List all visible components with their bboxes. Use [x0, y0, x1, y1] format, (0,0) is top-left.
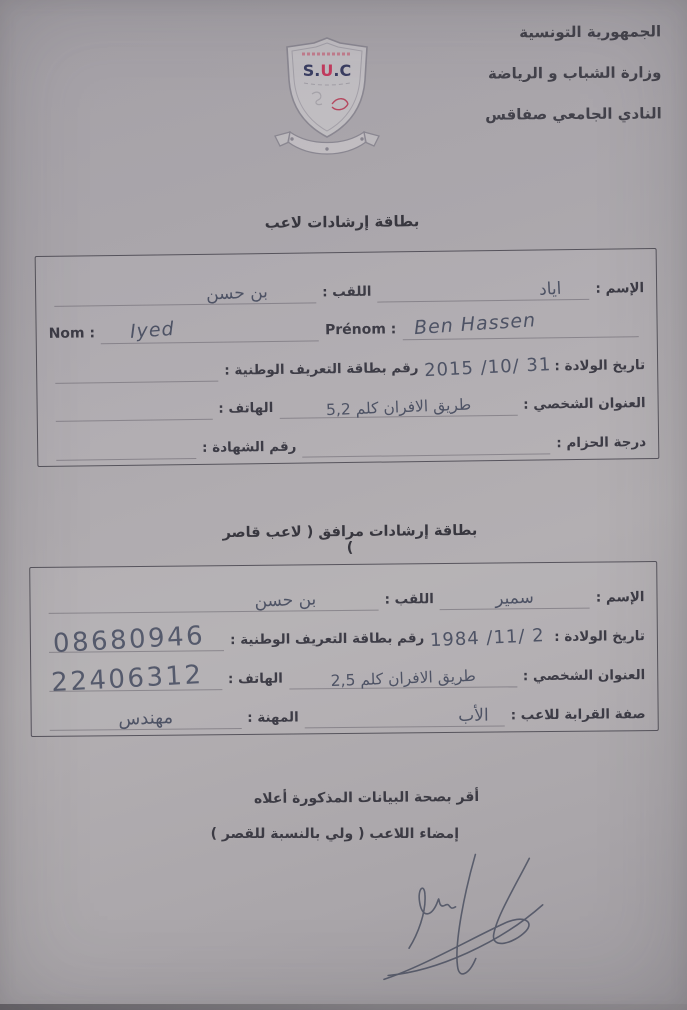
document-header	[485, 23, 662, 147]
name-line	[377, 270, 589, 302]
surname-value: بن حسن	[206, 281, 269, 305]
birth-date-label: تاريخ الولادة :	[554, 356, 646, 374]
phone-label: الهاتف :	[227, 670, 283, 688]
phone-line	[49, 660, 222, 699]
national-id-label: رقم بطاقة التعريف الوطنية :	[230, 630, 425, 649]
crest-letter-s: S.	[302, 61, 321, 80]
header-line-ministry: وزارة الشباب و الرياضة	[488, 63, 662, 83]
surname-value: بن حسن	[254, 589, 317, 612]
national-id-line	[49, 621, 224, 660]
row-birthdate-id	[49, 337, 645, 383]
name-value: سمير	[495, 587, 535, 610]
row-nom-prenom	[48, 299, 644, 345]
address-label: العنوان الشخصي :	[523, 395, 646, 413]
national-id-label: رقم بطاقة التعريف الوطنية :	[224, 359, 419, 379]
player-card-title: بطاقة إرشادات لاعب	[264, 212, 420, 232]
header-line-republic: الجمهورية التونسية	[519, 22, 662, 42]
occupation-label: المهنة :	[247, 709, 299, 726]
player-card-box	[35, 248, 660, 467]
national-id-line	[55, 352, 219, 383]
name-label: الإسم :	[595, 279, 645, 297]
relationship-value: الأب	[458, 705, 489, 726]
phone-value: 22406312	[50, 660, 205, 699]
surname-label: اللقب :	[384, 591, 434, 608]
phone-line	[55, 391, 212, 422]
certificate-number-label: رقم الشهادة :	[201, 438, 297, 456]
guardian-card-box	[29, 561, 659, 737]
paper-bottom-edge	[0, 1004, 687, 1010]
occupation-value: مهندس	[117, 706, 174, 730]
handwritten-signature	[374, 847, 549, 998]
surname-line	[48, 582, 378, 614]
address-line	[289, 658, 517, 689]
belt-grade-label: درجة الحزام :	[556, 433, 647, 451]
address-value: طريق الافران كلم 5,2	[325, 395, 472, 420]
row-name-surname	[48, 260, 644, 306]
name-value: اياد	[538, 278, 562, 300]
declaration-text: أقر بصحة البيانات المذكورة أعلاه	[253, 789, 480, 807]
prenom-line	[402, 308, 639, 340]
row-belt-certificate	[50, 414, 646, 460]
surname-line	[54, 274, 316, 306]
birth-date-slot	[422, 349, 553, 381]
birth-date-label: تاريخ الولادة :	[554, 628, 645, 645]
address-label: العنوان الشخصي :	[522, 667, 646, 685]
header-line-club: النادي الجامعي صفاقس	[485, 104, 663, 124]
national-id-value: 08680946	[52, 621, 206, 660]
nom-line	[101, 312, 319, 344]
crest-letter-u: U	[320, 61, 334, 80]
relationship-label: صفة القرابة للاعب :	[510, 706, 646, 724]
name-label: الإسم :	[595, 589, 645, 606]
relationship-line	[304, 697, 504, 728]
certificate-number-line	[56, 429, 196, 460]
signature-label: إمضاء اللاعب ( ولي بالنسبة للقصر )	[210, 826, 459, 842]
surname-label: اللقب :	[322, 283, 372, 300]
row-birthdate-id	[43, 608, 645, 660]
name-line	[440, 580, 590, 610]
belt-grade-line	[302, 425, 550, 457]
prenom-label: Prénom :	[324, 321, 397, 339]
row-address-phone	[49, 376, 645, 422]
phone-label: الهاتف :	[218, 399, 274, 417]
nom-label: Nom :	[48, 325, 96, 342]
crest-letter-c: .C	[333, 61, 352, 80]
occupation-line	[49, 700, 241, 731]
row-name-surname	[42, 569, 644, 614]
guardian-card-title: بطاقة إرشادات مرافق ( لاعب قاصر )	[222, 522, 478, 557]
shield-icon	[287, 38, 367, 137]
prenom-value: Ben Hassen	[413, 309, 537, 340]
club-crest-logo	[272, 30, 382, 162]
birth-date-value: 1984 /11/ 2	[429, 625, 546, 652]
address-value: طريق الافران كلم 2,5	[330, 666, 476, 691]
address-line	[279, 387, 517, 419]
nom-value: Iyed	[129, 317, 176, 343]
birth-date-slot	[428, 620, 550, 652]
birth-date-value: 2015 /10/ 31	[424, 353, 553, 381]
crest-acronym	[303, 61, 351, 80]
